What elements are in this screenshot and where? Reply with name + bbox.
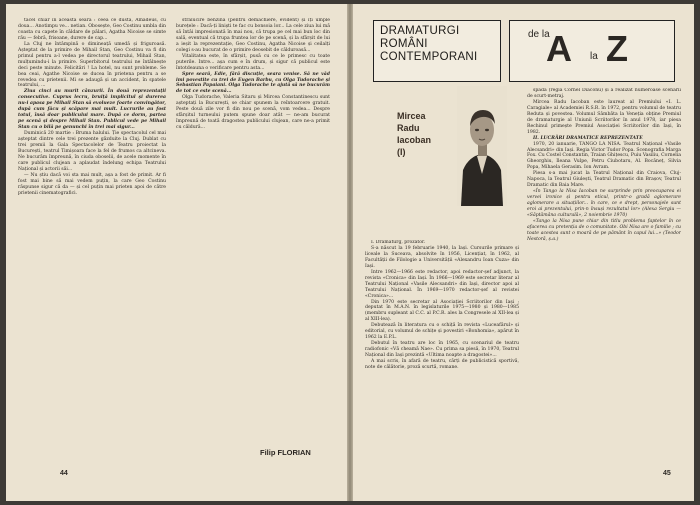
paragraph: I. Dramaturg, prozator. (371, 240, 426, 245)
author-name-line: Radu (397, 123, 420, 133)
paragraph: «În Tango la Nisa Iacoban ne surprinde prin preocuparea ei vervei ironice și pentru eticul, printr-o gradă aglomerare aglomerare a situațiilor... în care, ce e drept, personajele sunt eroi ai prezentului, prin-n însuși rezultatul lor» (Alexa Sergiu — «Săptămâna culturală», 2 noiembrie 1970) (527, 189, 681, 219)
paragraph: Vitalitatea este, în sfârșit, pusă cu ce le primesc cu toate puterile. Intre... așa cum e în drum, și sigur că publicul este întotdeauna o verificare pentru asta... (176, 53, 330, 71)
left-page (6, 4, 347, 501)
author-signature: Filip FLORIAN (260, 448, 311, 457)
az-letter-z: Z (606, 28, 628, 69)
az-la: la (590, 51, 598, 62)
az-letter-a: A (546, 28, 572, 69)
series-title-line: CONTEMPORANI (380, 51, 478, 63)
paragraph: «Tango la Nisa pune chiar din titlu problema faptelor în ce afacerea cu pretenția de o comunitate. Obi Nisa are o familie ; cu toate acestea sunt o moară de pe pământ în capul lui...» (Teodor Nestoră, ș.a.) (527, 218, 681, 242)
paragraph: tacel chiar în această seară : ceea ce dusta, Amadeus, cu doua... Anotimpu ve... netian. Obosește, Geo Costinu umbla din coasta cu capete în căldare de pălari, Agatha Nicoise se simte rău — febră, frisoane, durere de cap... (18, 18, 166, 41)
right-page-column-1 (365, 240, 519, 468)
paragraph: Olga Tudorache, Valeria Sitaru și Mircea Constantinescu sunt așteptați la București, se chiar spunem la reîntoarcere gratuit. Peste două zile vor fi din nou pe scenă, vom vedea... Despre sfârșitul turneului putem spune doar atât — ne-am bucurat împreună de toată dragostea publicului clujean, care ne-a primit cu căldură... (176, 95, 330, 131)
author-photo (457, 86, 507, 206)
author-name (397, 110, 431, 158)
paragraph: Debutul în teatru are loc în 1965, cu scenariul de teatru radiofonic «Vă cheamă Nae». Cu prima sa piesă, în 1970, Teatrul Național din Iași prezintă «Ultima noapte a dragostei»... (365, 341, 519, 359)
a-to-z-logo (509, 20, 675, 82)
paragraph: — Nu știu dacă voi sta mai mult, așa a fost de primit. Ar fi fost mai bine să mai vedem puțin, la care Geo Costinu răspunse sigur că da — și cel puțin mai prieten apoi de către prietenii cinematografici. (18, 172, 166, 196)
paragraph: Intre 1962—1966 este redactor, apoi redactor-șef adjunct, la revista «Cronica» din Iași. În 1966—1969 este secretar literar al Teatrului Național «Vasile Alecsandri» din Iași, director apoi al Teatrului Național. În 1969—1970 redactor-șef al revistei «Cronica»... (365, 269, 519, 299)
az-de-la: de la (528, 29, 550, 40)
paragraph: 1970, 20 ianuarie, TANGO LA NISA. Teatrul Național «Vasile Alecsandri» din Iași. Regia Victor Tudor Popa. Scenografia Marga Fox. Cu Costel Constantin, Traian Ghițescu, Puiu Vasiliu, Cornelia Gheorghiu, Ileana Vulpe, Petru Ciubotaru, Al. Bocăneț, Silvia Popa, Mihaela Gerasim. Ion Avram. (527, 141, 681, 171)
page-number-right: 45 (663, 470, 671, 477)
series-title-line: ROMÂNI (380, 38, 428, 50)
paragraph: spada (regia Cornel Diaconu) și a realizat numeroase scenarii de scurt-metraj. (527, 88, 681, 99)
series-title-line: DRAMATURGI (380, 25, 460, 37)
paragraph: strălucire benzină (pentru demachiere, evident) și îți umple burețele : Dacă-ți liniști te fac cu bonsoia lor... La cele ziua lui mă să întâi impresionată în mai nou, că trupa pe cel mai bun loc din sală, eventual că trupa fruntea lor de pe scenă, și la sfârșit de lui a ieșit la reprezentație, Geo Costinu, Agatha Nicoise și ceilalți colegi s-au bucurat de o primire deosebit de călduroasă... (176, 18, 330, 53)
left-page-column-1 (18, 18, 166, 462)
series-title-box (373, 20, 501, 82)
paragraph: Spre seară, Edie, fără discuție, seara venise. Să ne văd imi povestite cu trei de Eugen Barbu, cu Olga Tudorache și Sebastian Papaiani. Olga Tudorache te ajută să ne bucurăm de tot ce este scenă... (176, 71, 330, 95)
author-name-line: (I) (397, 147, 406, 157)
paragraph: Piesa s-a mai jucat la Teatrul Național din Craiova, Cluj-Napoca, la Teatrul Giulești, Teatrul Dramatic din Brașov, Teatrul Dramatic din Baia Mare. (527, 171, 681, 189)
paragraph: A mai scris, în afară de teatru, cărți de publicistică sportivă, note de călătorie, proză scurtă, romane. (365, 359, 519, 371)
paragraph: Debutează în literatura cu o schiță în revista «Luceafărul» și editorial, cu volumul de schițe și povestiri «Bonhomia», apărut în 1962 la E.P.L. (365, 323, 519, 341)
right-page (353, 4, 694, 501)
book-spread (6, 4, 694, 501)
paragraph: La Cluj ne întâmpină o dimineață umedă și friguroasă. Așteptat de la primire de Mihail Stan, Geo Costinu va fi din primul pentru a-l vedea pe directorul teatrului, Mihail Stan, mulțumindu-i la primire. Superbitorul teatrului ne întâlnește deci peste minute. Felicitări ! La hotel, nu sunt probleme. Se bea ceai, Agathe Nicoise se ducea în prietena pentru a se revedea cu prietenii. Mi se adaugă și un accident, în spatele teatrului, ... (18, 41, 166, 89)
paragraph: Ziua cinci au murit cânzurii. În două reprezentații consecutive. Cuprus lecru, bruiță implicitul și durerea nu-i apasa pe Mihail Stan să evolueze foarte convingător, după cum făcu și scăpare mai mult. Lucrurile au fost totul, însă doar publicului mare. După ce dorm, partea pe scenă și despre Mihail Stan. Publicul vede pe Mihail Stan cu o bilă pe genunchi în trei mai sigur... (18, 89, 166, 131)
paragraph: Duminică 20 martie : Bruma halului. Ție spectacolul cel mai așteptat dintre cele trei prezente găzduite la Cluj. Dublat cu trei premii la Gala Spectacolelor de Teatru proiectat la București, teatrul Timișoara face la fel de frumos ca altcineva. Ne bucurăm împreună, în ciuda oboselii, de acele momente în care publicul clujean a aplaudat îndelung echipa Teatrului Național și actorii săi... (18, 131, 166, 172)
right-page-column-2 (527, 88, 681, 464)
page-number-left: 44 (60, 470, 68, 477)
author-name-line: Iacoban (397, 135, 432, 145)
paragraph: S-a născut la 19 februarie 1940, la Iași. Cursurile primare și liceale la Suceava, absolvite în 1956, Licențiat, în 1962, al Facultății de Filologie a Universității «Alexandru Ioan Cuza» din Iași. (365, 245, 519, 269)
section-heading: II. LUCRĂRI DRAMATICE REPREZENTATE (533, 135, 643, 141)
paragraph: Mircea Radu Iacoban este laureat al Premiului «I. L. Caragiale» al Academiei R.S.R. în 1972, pentru volumul de teatru Reduta și povestea. Volumul Sâmbăta la Veneția obține Premiul de dramaturgie al Uniunii Scriitorilor în anul 1978, iar piesa Rechinul primește Premiul Asociației Scriitorilor din Iași, în 1982. (527, 99, 681, 135)
paragraph: Din 1970 este secretar al Asociației Scriitorilor din Iași ; deputat în M.A.N. în legislaturile 1975—1980 și 1980—1985 (membru supleant al C.C. al P.C.R. ales la Congresele al XII-lea și al XIII-lea). (365, 299, 519, 323)
left-page-column-2 (176, 18, 330, 438)
author-name-line: Mircea (397, 111, 426, 121)
